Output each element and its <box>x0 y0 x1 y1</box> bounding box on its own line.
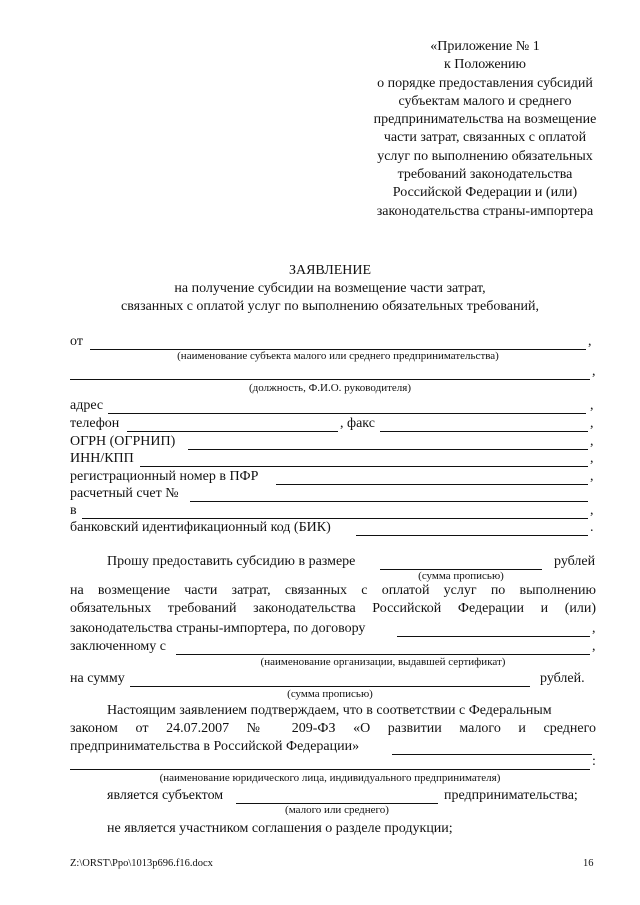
comma: , <box>592 621 596 636</box>
size-hint: (малого или среднего) <box>285 804 389 816</box>
appendix-line: о порядке предоставления субсидий <box>377 75 593 91</box>
appendix-line: услуг по выполнению обязательных <box>377 148 593 164</box>
appendix-line: требований законодательства <box>397 167 573 183</box>
organization-field[interactable] <box>176 654 590 655</box>
confirm-line-3: предпринимательства в Российской Федерации» <box>70 739 360 754</box>
comma: , <box>590 451 594 466</box>
appendix-line: «Приложение № 1 <box>430 39 540 54</box>
request-line-3: обязательных требований законодательства Российской Федерации и (или) <box>70 601 596 616</box>
page-number: 16 <box>583 858 594 869</box>
dot: . <box>590 520 594 535</box>
colon: : <box>592 754 596 769</box>
request-line-2: на возмещение части затрат, связанных с оплатой услуг по выполнению <box>70 583 596 598</box>
position-hint: (должность, Ф.И.О. руководителя) <box>249 382 411 394</box>
title-sub-2: связанных с оплатой услуг по выполнению обязательных требований, <box>120 299 540 314</box>
ogrn-label: ОГРН (ОГРНИП) <box>70 434 176 449</box>
sum-label: на сумму <box>70 671 125 686</box>
from-hint: (наименование субъекта малого или среднего предпринимательства) <box>177 350 499 362</box>
title-main: ЗАЯВЛЕНИЕ <box>288 263 372 278</box>
account-field[interactable] <box>190 501 588 502</box>
bik-field[interactable] <box>356 535 588 536</box>
sum-hint: (сумма прописью) <box>418 570 504 582</box>
account-label: расчетный счет № <box>70 486 179 501</box>
sum-hint: (сумма прописью) <box>287 688 373 700</box>
bik-label: банковский идентификационный код (БИК) <box>70 520 331 535</box>
organization-hint: (наименование организации, выдавшей сертификат) <box>260 656 506 668</box>
entity-field-2[interactable] <box>70 769 590 770</box>
is-subject-label: является субъектом <box>107 788 224 803</box>
fax-label: , факс <box>340 416 375 431</box>
rubles-label: рублей. <box>540 671 585 686</box>
inn-label: ИНН/КПП <box>70 451 134 466</box>
inn-field[interactable] <box>140 466 588 467</box>
file-path: Z:\ORST\Ppo\1013p696.f16.docx <box>70 858 213 869</box>
not-participant-label: не является участником соглашения о разделе продукции; <box>107 821 453 836</box>
ogrn-field[interactable] <box>188 449 588 450</box>
title-sub-1: на получение субсидии на возмещение части затрат, <box>174 281 486 296</box>
appendix-line: Российской Федерации и (или) <box>392 185 578 201</box>
phone-field[interactable] <box>127 431 338 432</box>
comma: , <box>590 434 594 449</box>
confirm-line-2: законом от 24.07.2007 № 209-ФЗ «О развитии малого и среднего <box>70 721 596 736</box>
rubles-label: рублей <box>554 554 596 569</box>
fax-field[interactable] <box>380 431 588 432</box>
entity-field-1[interactable] <box>392 754 592 755</box>
bank-label: в <box>70 503 77 518</box>
comma: , <box>590 416 594 431</box>
comma: , <box>592 639 596 654</box>
appendix-header <box>340 38 630 221</box>
document-title <box>60 262 600 316</box>
bank-field[interactable] <box>82 518 588 519</box>
pfr-field[interactable] <box>276 484 588 485</box>
comma: , <box>590 503 594 518</box>
phone-label: телефон <box>70 416 120 431</box>
appendix-line: предпринимательства на возмещение <box>373 112 597 128</box>
appendix-line: законодательства страны-импортера <box>376 203 594 219</box>
request-line-5: заключенному с <box>70 639 167 654</box>
request-line-1: Прошу предоставить субсидию в размере <box>107 554 356 569</box>
appendix-line: субъектам малого и среднего <box>398 93 572 109</box>
business-label: предпринимательства; <box>444 788 578 803</box>
confirm-line-1: Настоящим заявлением подтверждаем, что в соответствии с Федеральным <box>107 703 552 718</box>
comma: , <box>590 398 594 413</box>
comma: , <box>590 469 594 484</box>
address-label: адрес <box>70 398 104 413</box>
request-line-4: законодательства страны-импортера, по договору <box>70 621 366 636</box>
pfr-label: регистрационный номер в ПФР <box>70 469 259 484</box>
comma: , <box>588 334 592 349</box>
position-field[interactable] <box>70 379 590 380</box>
appendix-line: части затрат, связанных с оплатой <box>383 130 587 146</box>
address-field[interactable] <box>108 413 586 414</box>
from-label: от <box>70 334 83 349</box>
appendix-line: к Положению <box>443 57 526 73</box>
entity-hint: (наименование юридического лица, индивидуального предпринимателя) <box>159 772 501 784</box>
comma: , <box>592 364 596 379</box>
sum-field[interactable] <box>130 686 530 687</box>
contract-field[interactable] <box>397 636 590 637</box>
